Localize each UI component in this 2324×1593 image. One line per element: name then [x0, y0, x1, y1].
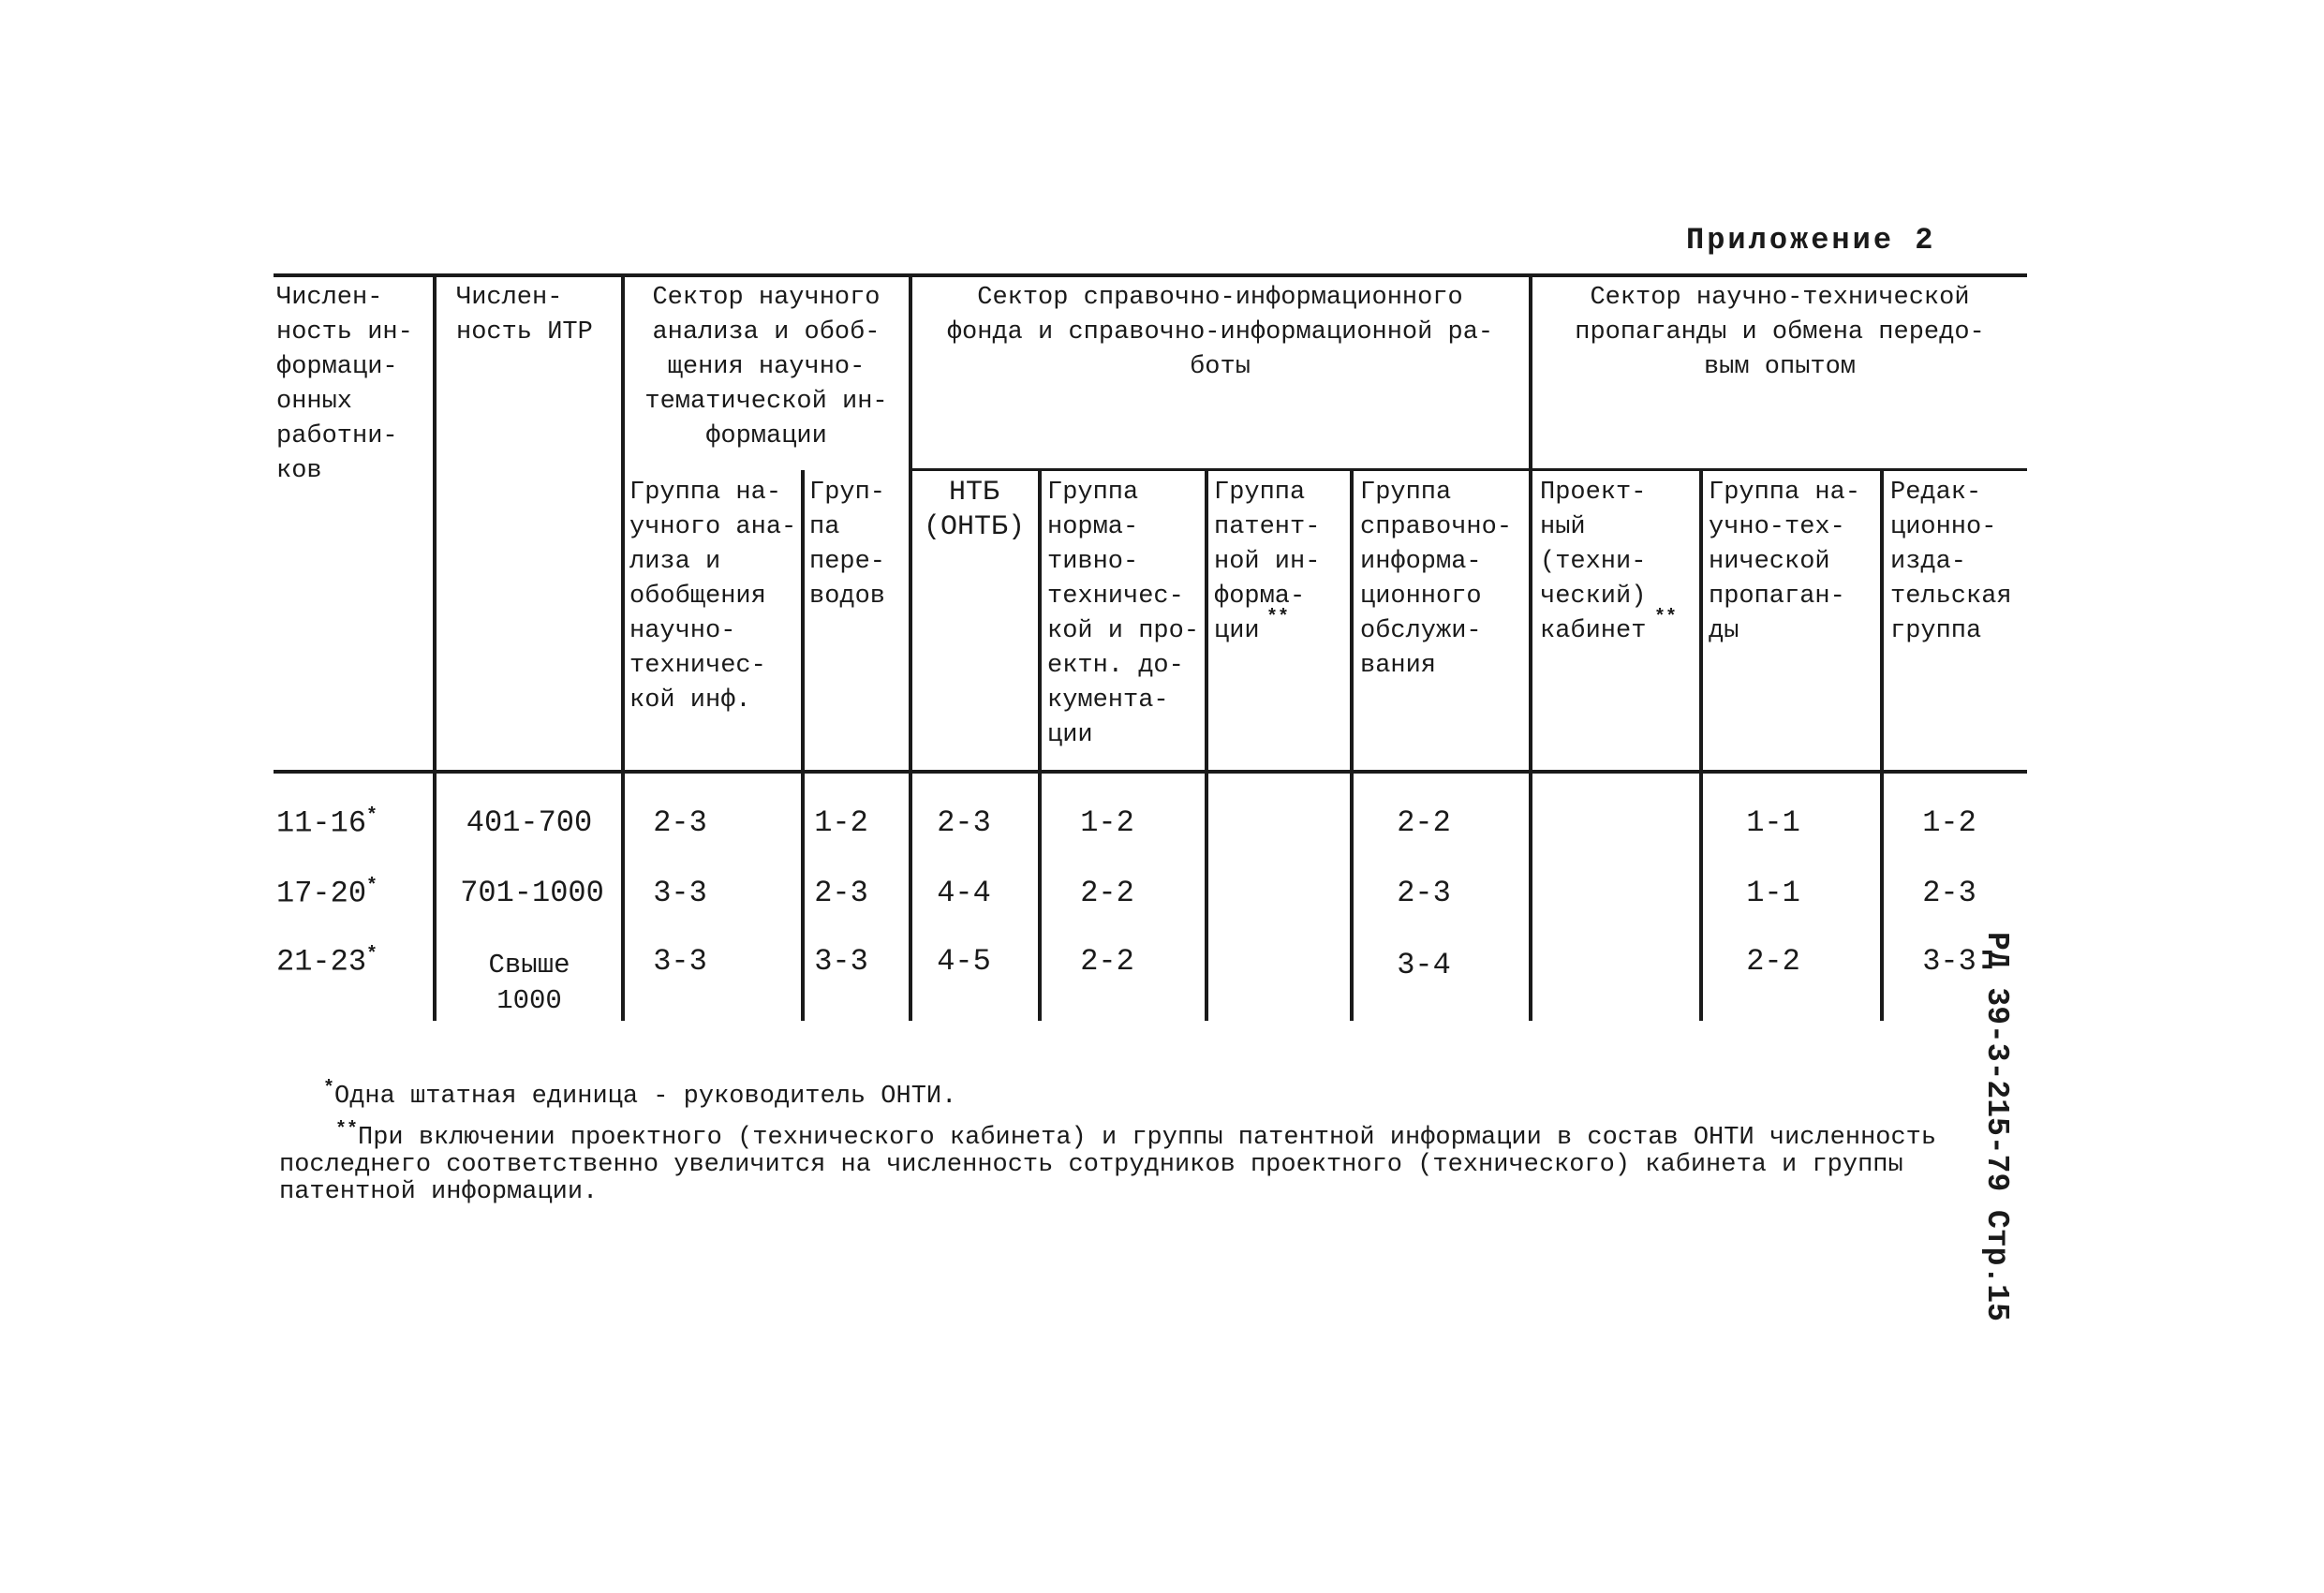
- table-cell: 2-3: [653, 805, 707, 840]
- footnote-1: *Одна штатная единица - руководитель ОНТИ.: [323, 1078, 957, 1111]
- table-cell: 2-2: [1746, 944, 1800, 979]
- subheader-rule: [910, 468, 2027, 471]
- table-cell: 1-1: [1746, 805, 1800, 840]
- footnote-2: **При включении проектного (технического кабинета) и группы патентной информации в состав ОНТИ численность последнего соответственно увеличится на численность сотрудников проектного (технического) кабинета и группы патентной информации.: [279, 1119, 1937, 1206]
- table-cell: 2-3: [937, 805, 991, 840]
- table-cell: 401-700: [466, 805, 593, 840]
- table-cell: 2-3: [1922, 876, 1976, 910]
- subheader-ntb: НТБ (ОНТБ): [923, 477, 1026, 543]
- col-divider: [1205, 470, 1208, 1021]
- subheader-patent-group: Группа патент- ной ин- форма- ции: [1214, 479, 1321, 645]
- table-cell: 4-4: [937, 876, 991, 910]
- col-divider: [1350, 470, 1354, 1021]
- table-cell: 1-2: [1080, 805, 1134, 840]
- table-cell: 2-2: [1080, 944, 1134, 979]
- document-code: РД 39-3-215-79 Стр.15: [1979, 932, 2014, 1321]
- header-sector-analysis: Сектор научного анализа и обоб- щения научно- тематической ин- формации: [644, 284, 888, 450]
- subheader-reference-service-group: Группа справочно- информа- ционного обслужи- вания: [1360, 479, 1513, 680]
- table-cell: Свыше 1000: [488, 950, 570, 1016]
- table-row: 21-23*: [276, 944, 378, 980]
- table-cell: 1-2: [814, 805, 868, 840]
- table-cell: 4-5: [937, 944, 991, 979]
- table-row: 17-20*: [276, 876, 378, 911]
- patent-footnote-mark: **: [1266, 607, 1290, 628]
- subheader-analysis-group: Группа на- учного ана- лиза и обобщения научно- техничес- кой инф.: [629, 479, 797, 715]
- table-cell: 2-3: [814, 876, 868, 910]
- table-cell: 3-3: [653, 876, 707, 910]
- table-cell: 3-3: [814, 944, 868, 979]
- subheader-editorial-group: Редак- ционно- изда- тельская группа: [1890, 479, 2012, 645]
- col-divider: [1699, 470, 1703, 1021]
- appendix-label: Приложение 2: [1686, 223, 1936, 258]
- col-divider: [433, 273, 437, 1021]
- col-divider: [1529, 273, 1532, 1021]
- table-top-rule: [274, 273, 2027, 277]
- cabinet-footnote-mark: **: [1654, 607, 1678, 628]
- header-workers-count: Числен- ность ин- формаци- онных работни- ков: [276, 284, 413, 485]
- col-divider: [801, 470, 805, 1021]
- header-itr-count: Числен- ность ИТР: [456, 284, 593, 347]
- table-cell: 3-3: [653, 944, 707, 979]
- table-cell: 2-3: [1397, 876, 1451, 910]
- table-cell: 701-1000: [460, 876, 604, 910]
- header-sector-reference: Сектор справочно-информационного фонда и справочно-информационной ра- боты: [946, 284, 1494, 381]
- table-cell: 2-2: [1080, 876, 1134, 910]
- table-row: 11-16*: [276, 805, 378, 841]
- header-sector-propaganda: Сектор научно-технической пропаганды и обмена передо- вым опытом: [1575, 284, 1985, 381]
- header-bottom-rule: [274, 770, 2027, 774]
- table-cell: 3-4: [1397, 948, 1451, 982]
- col-divider: [1880, 470, 1884, 1021]
- subheader-translation-group: Груп- па пере- водов: [809, 479, 886, 611]
- table-cell: 1-1: [1746, 876, 1800, 910]
- table-cell: 2-2: [1397, 805, 1451, 840]
- table-cell: 1-2: [1922, 805, 1976, 840]
- subheader-project-cabinet: Проект- ный (техни- ческий) кабинет: [1540, 479, 1647, 645]
- subheader-normative-group: Группа норма- тивно- техничес- кой и про- ектн. до- кумента- ции: [1047, 479, 1200, 749]
- subheader-propaganda-group: Группа на- учно-тех- нической пропаган- ды: [1709, 479, 1861, 645]
- col-divider: [1038, 470, 1042, 1021]
- table-cell: 3-3: [1922, 944, 1976, 979]
